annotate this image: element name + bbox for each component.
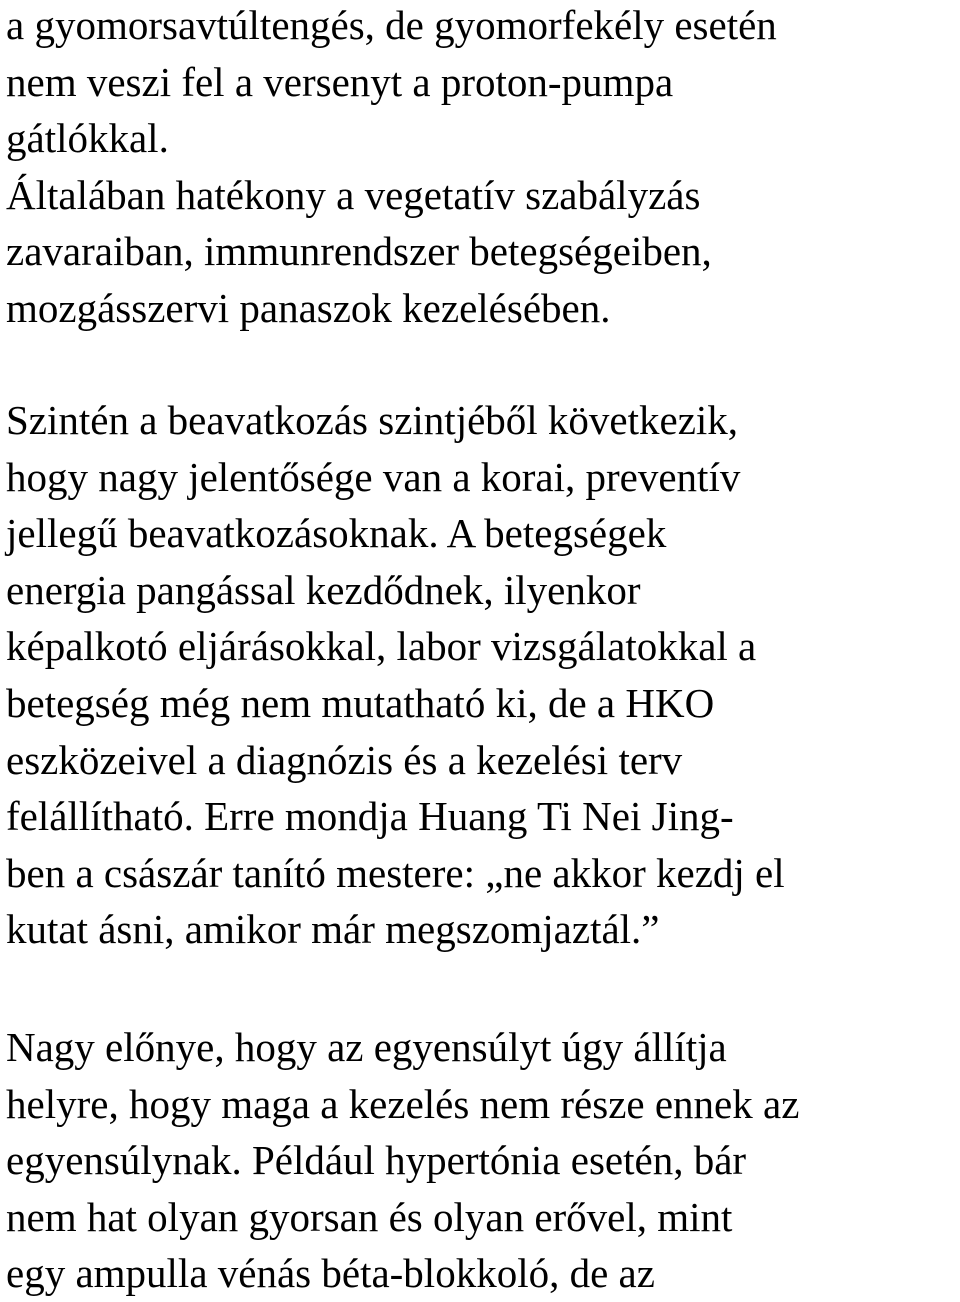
text-line: nem hat olyan gyorsan és olyan erővel, mint [6, 1193, 733, 1240]
text-line: egy ampulla vénás béta-blokkoló, de az [6, 1250, 655, 1297]
text-line: képalkotó eljárásokkal, labor vizsgálatokkal a [6, 623, 757, 670]
paragraph-2 [6, 392, 956, 958]
paragraph-1 [6, 0, 956, 337]
text-line: zavaraiban, immunrendszer betegségeiben, [6, 228, 712, 275]
text-line: a gyomorsavtúltengés, de gyomorfekély esetén [6, 2, 777, 48]
text-line: Általában hatékony a vegetatív szabályzás [6, 171, 701, 218]
text-line: ben a császár tanító mestere: „ne akkor kezdj el [6, 849, 785, 896]
text-line: Nagy előnye, hogy az egyensúlyt úgy állítja [6, 1024, 727, 1070]
text-line: energia pangással kezdődnek, ilyenkor [6, 566, 641, 613]
text-line: Szintén a beavatkozás szintjéből következik, [6, 397, 739, 443]
text-line: gátlókkal. [6, 115, 169, 162]
text-line: nem veszi fel a versenyt a proton-pumpa [6, 58, 674, 105]
text-line: eszközeivel a diagnózis és a kezelési terv [6, 736, 683, 783]
text-line: betegség még nem mutatható ki, de a HKO [6, 679, 715, 726]
text-line: kutat ásni, amikor már megszomjaztál.” [6, 906, 660, 953]
text-line: felállítható. Erre mondja Huang Ti Nei Jing- [6, 793, 734, 840]
text-line: helyre, hogy maga a kezelés nem része ennek az [6, 1080, 800, 1127]
text-line: mozgásszervi panaszok kezelésében. [6, 284, 611, 331]
text-line: egyensúlynak. Például hypertónia esetén, bár [6, 1137, 747, 1184]
text-line: hogy nagy jelentősége van a korai, preventív [6, 453, 741, 500]
paragraph-3 [6, 1019, 956, 1302]
text-line: jellegű beavatkozásoknak. A betegségek [6, 510, 667, 557]
